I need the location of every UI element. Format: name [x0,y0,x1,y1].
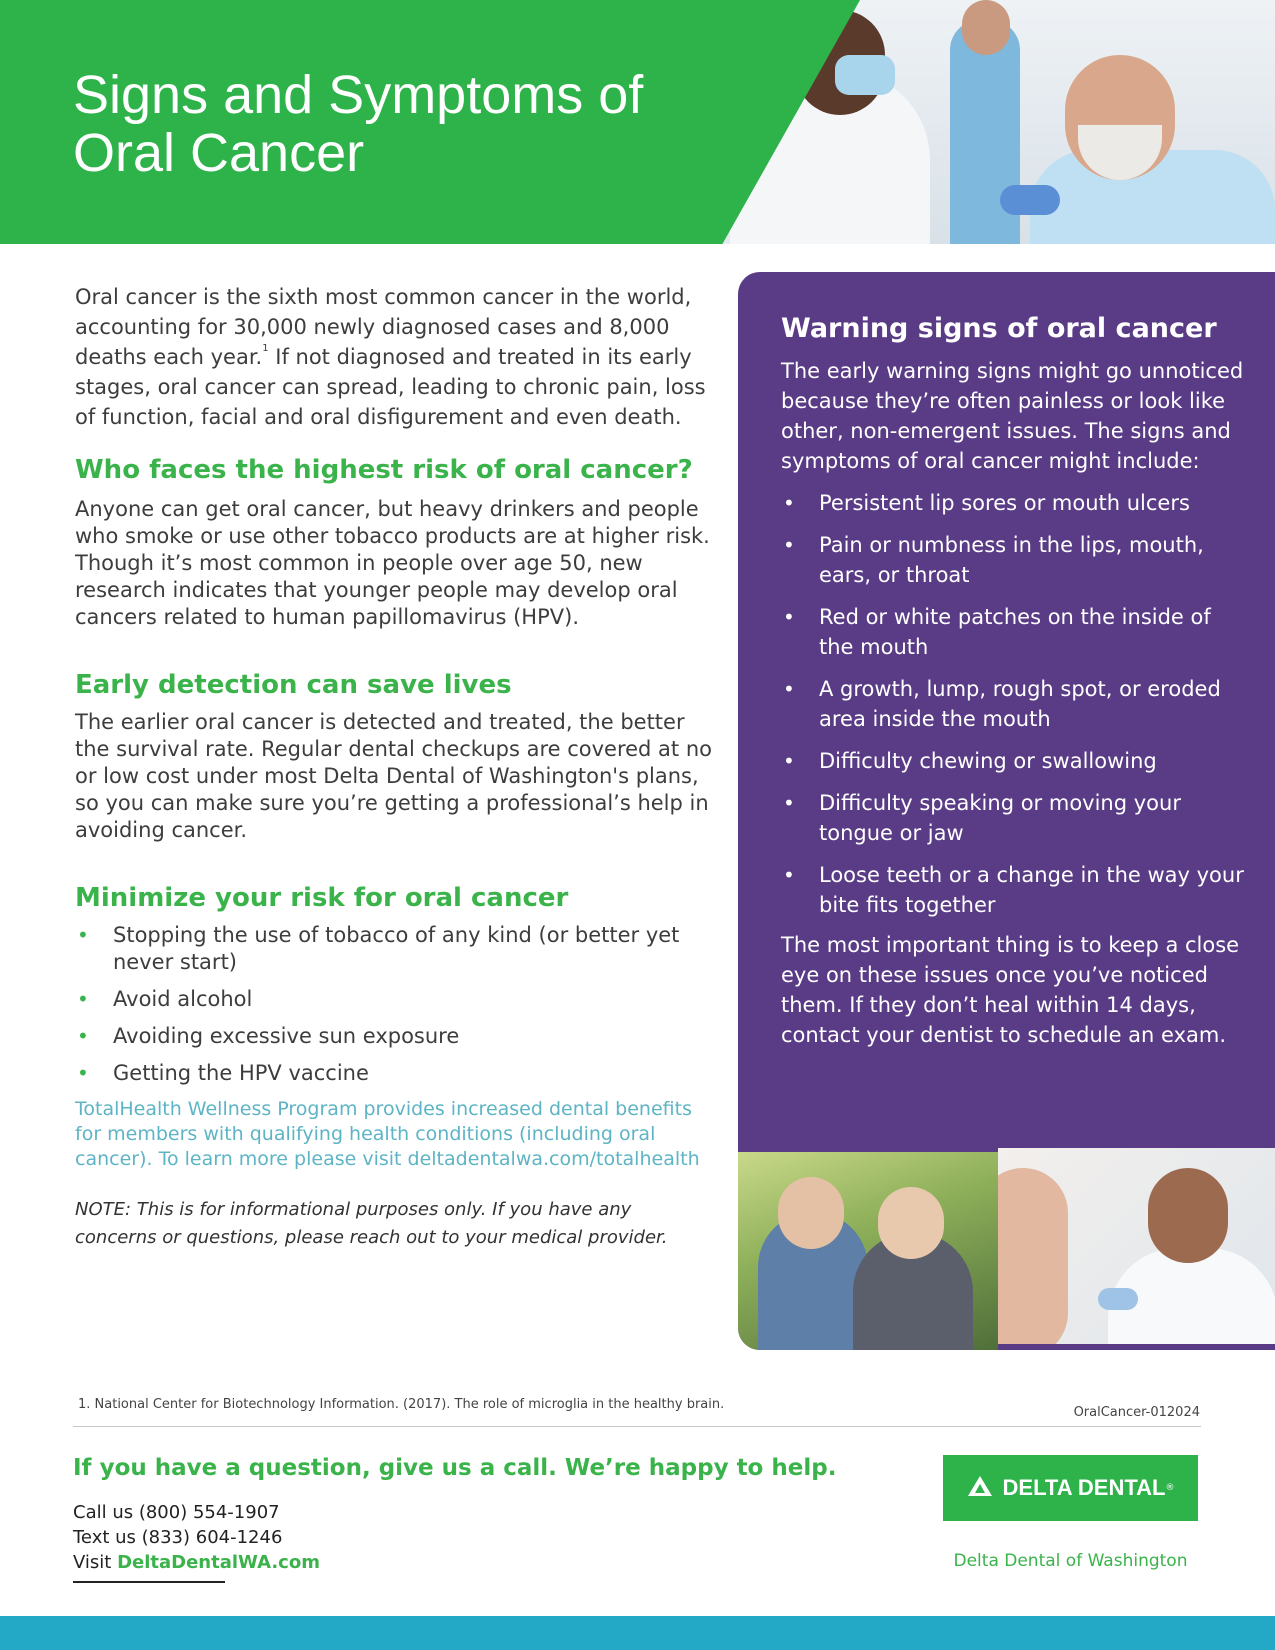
list-item: • Avoiding excessive sun exposure [75,1023,715,1050]
list-item: • Difficulty speaking or moving your tongue or jaw [781,788,1251,848]
footnote: 1. National Center for Biotechnology Information. (2017). The role of microglia in the healthy brain. [78,1397,725,1412]
delta-dental-logo [943,1455,1198,1521]
text-line[interactable]: Text us (833) 604-1246 [73,1527,283,1548]
list-item: • Avoid alcohol [75,986,715,1013]
warning-heading: Warning signs of oral cancer [781,313,1217,344]
list-item: • Persistent lip sores or mouth ulcers [781,488,1251,518]
registered-mark: ® [1165,1483,1175,1493]
call-line[interactable]: Call us (800) 554-1907 [73,1502,280,1523]
wellness-program-text[interactable]: TotalHealth Wellness Program provides increased dental benefits for members with qualifying health conditions (including oral cancer). To learn more please visit deltadentalwa.com/totalhealth [75,1098,700,1170]
list-item: • Getting the HPV vaccine [75,1060,715,1087]
risk-heading: Who faces the highest risk of oral cancer? [75,455,693,485]
bottom-bar [0,1616,1275,1650]
panel-photos [738,1152,1275,1350]
call-to-action: If you have a question, give us a call. We’re happy to help. [73,1455,837,1481]
warning-intro: The early warning signs might go unnoticed because they’re often painless or look like other, non-emergent issues. The signs and symptoms of oral cancer might include: [781,359,1244,473]
risk-body: Anyone can get oral cancer, but heavy drinkers and people who smoke or use other tobacco products are at higher risk. Though it’s most common in people over age 50, new research indicates that younger people may develop oral cancers related to human papillomavirus (HPV). [75,497,710,629]
list-item: • Pain or numbness in the lips, mouth, ears, or throat [781,530,1251,590]
list-item: • Stopping the use of tobacco of any kind (or better yet never start) [75,922,715,976]
list-item: • A growth, lump, rough spot, or eroded area inside the mouth [781,674,1251,734]
list-item: • Difficulty chewing or swallowing [781,746,1251,776]
list-item: • Red or white patches on the inside of the mouth [781,602,1251,662]
contact-info [73,1500,320,1575]
footnote-ref: 1 [262,343,269,354]
detection-heading: Early detection can save lives [75,670,512,700]
left-column [75,282,715,1252]
website-link[interactable]: DeltaDentalWA.com [117,1552,320,1573]
company-name: Delta Dental of Washington [953,1551,1188,1571]
delta-triangle-icon [967,1475,993,1501]
logo-text: DELTA DENTAL [1002,1475,1166,1500]
list-item: • Loose teeth or a change in the way your bite fits together [781,860,1251,920]
detection-body: The earlier oral cancer is detected and treated, the better the survival rate. Regular dental checkups are covered at no or low cost under most Delta Dental of Washington's plans, so you can make sure you’re getting a professional’s help in avoiding cancer. [75,710,712,842]
intro-paragraph: Oral cancer is the sixth most common cancer in the world, accounting for 30,000 newly diagnosed cases and 8,000 deaths each year.$^1$ If not diagnosed and treated in its early stages, oral cancer can spread, leading to chronic pain, loss of function, facial and oral disfigurement and even death. [75,285,706,429]
document-code: OralCancer-012024 [1073,1405,1200,1420]
page-title: Signs and Symptoms of Oral Cancer [73,65,644,183]
photo-two-women-outdoors [738,1152,998,1350]
header [0,0,1275,244]
visit-line: Visit DeltaDentalWA.com [73,1552,320,1573]
minimize-list [75,922,715,1087]
divider [73,1426,1201,1427]
minimize-heading: Minimize your risk for oral cancer [75,883,569,913]
warning-list [781,488,1251,920]
informational-note: NOTE: This is for informational purposes only. If you have any concerns or questions, please reach out to your medical provider. [75,1199,668,1248]
warning-signs-panel [738,272,1275,1350]
photo-dentist-smiling [998,1148,1275,1344]
contact-underline [73,1581,225,1583]
warning-closing: The most important thing is to keep a close eye on these issues once you’ve noticed them. If they don’t heal within 14 days, contact your dentist to schedule an exam. [781,933,1240,1047]
